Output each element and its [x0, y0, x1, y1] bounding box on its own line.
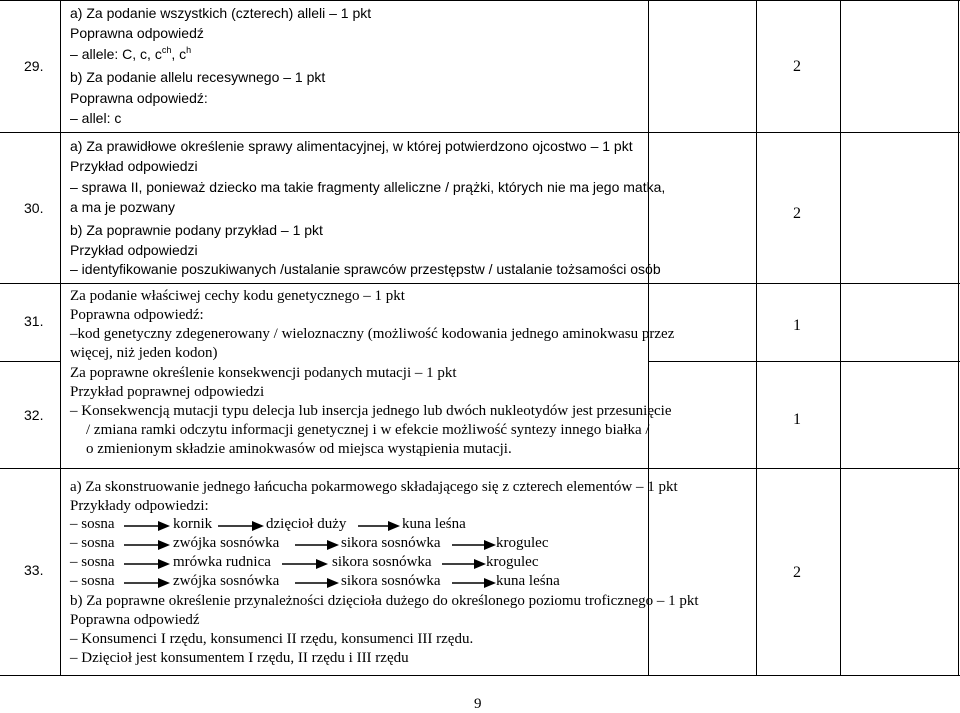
answer-line: Przykład odpowiedzi	[70, 242, 198, 258]
answer-line: Poprawna odpowiedź	[70, 25, 204, 41]
answer-line: Za podanie właściwej cechy kodu genetycznego – 1 pkt	[70, 288, 405, 304]
arrow-right-icon	[282, 559, 328, 569]
arrow-right-icon	[124, 540, 170, 550]
chain-organism: kornik	[173, 516, 213, 532]
column-divider	[756, 0, 757, 676]
table-border-top	[0, 0, 960, 1]
answer-line: Przykład odpowiedzi	[70, 158, 198, 174]
task-number: 30.	[24, 200, 44, 216]
points-value: 2	[793, 58, 801, 75]
points-value: 1	[793, 317, 801, 334]
points-value: 2	[793, 205, 801, 222]
arrow-right-icon	[452, 540, 496, 550]
page-number: 9	[474, 696, 482, 712]
chain-organism: zwójka sosnówka	[173, 573, 280, 589]
chain-organism: krogulec	[486, 554, 539, 570]
chain-organism: mrówka rudnica	[173, 554, 271, 570]
task-number: 33.	[24, 562, 44, 578]
column-divider	[840, 0, 841, 676]
row-divider	[0, 468, 960, 469]
points-value: 1	[793, 411, 801, 428]
arrow-right-icon	[295, 578, 339, 588]
points-divider	[648, 361, 960, 362]
task-number: 32.	[24, 407, 44, 423]
answer-line: – Konsumenci I rzędu, konsumenci II rzędu, konsumenci III rzędu.	[70, 631, 474, 647]
chain-organism: sikora sosnówka	[341, 573, 441, 589]
chain-organism: kuna leśna	[496, 573, 560, 589]
answer-line: więcej, niż jeden kodon)	[70, 345, 218, 361]
food-chain	[70, 516, 630, 535]
arrow-right-icon	[124, 521, 170, 531]
answer-line: Przykład poprawnej odpowiedzi	[70, 384, 265, 400]
answer-line: Poprawna odpowiedź:	[70, 90, 208, 106]
answer-line: a) Za podanie wszystkich (czterech) alleli – 1 pkt	[70, 5, 372, 21]
food-chain	[70, 554, 630, 573]
answer-line: / zmiana ramki odczytu informacji genetycznej i w efekcie możliwość syntezy innego białka /	[86, 422, 650, 438]
arrow-right-icon	[358, 521, 400, 531]
answer-line: b) Za podanie allelu recesywnego – 1 pkt	[70, 69, 326, 85]
chain-organism: – sosna	[70, 516, 115, 532]
answer-line: a ma je pozwany	[70, 199, 176, 215]
row-divider	[0, 283, 960, 284]
chain-organism: zwójka sosnówka	[173, 535, 280, 551]
arrow-right-icon	[452, 578, 496, 588]
task-number-divider	[0, 361, 60, 362]
chain-organism: krogulec	[496, 535, 549, 551]
arrow-right-icon	[124, 559, 170, 569]
arrow-right-icon	[295, 540, 339, 550]
table-border-right	[958, 0, 959, 676]
answer-line: a) Za skonstruowanie jednego łańcucha pokarmowego składającego się z czterech elementów – 1 pkt	[70, 479, 678, 495]
food-chain	[70, 535, 630, 554]
answer-line: – sprawa II, ponieważ dziecko ma takie fragmenty alleliczne / prążki, których nie ma jego matka,	[70, 179, 666, 195]
task-number: 29.	[24, 58, 44, 74]
chain-organism: – sosna	[70, 573, 115, 589]
answer-line: – identyfikowanie poszukiwanych /ustalanie sprawców przestępstw / ustalanie tożsamości osób	[70, 261, 661, 277]
answer-line: Poprawna odpowiedź	[70, 612, 200, 628]
row-divider	[0, 132, 960, 133]
answer-line: o zmienionym składzie aminokwasów od miejsca wystąpienia mutacji.	[86, 441, 512, 457]
answer-line: b) Za poprawnie podany przykład – 1 pkt	[70, 222, 323, 238]
answer-line: – Dzięcioł jest konsumentem I rzędu, II rzędu i III rzędu	[70, 650, 409, 666]
points-value: 2	[793, 564, 801, 581]
chain-organism: sikora sosnówka	[341, 535, 441, 551]
chain-organism: sikora sosnówka	[332, 554, 432, 570]
answer-line: Poprawna odpowiedź:	[70, 307, 204, 323]
arrow-right-icon	[124, 578, 170, 588]
chain-organism: – sosna	[70, 554, 115, 570]
answer-line: b) Za poprawne określenie przynależności dzięcioła dużego do określonego poziomu troficznego – 1 pkt	[70, 593, 699, 609]
task-number: 31.	[24, 313, 44, 329]
answer-line: Przykłady odpowiedzi:	[70, 498, 209, 514]
answer-line: a) Za prawidłowe określenie sprawy alimentacyjnej, w której potwierdzono ojcostwo – 1 pkt	[70, 138, 633, 154]
arrow-right-icon	[442, 559, 486, 569]
chain-organism: dzięcioł duży	[266, 516, 347, 532]
column-divider	[60, 0, 61, 676]
answer-line: – allel: c	[70, 110, 122, 126]
answer-line: Za poprawne określenie konsekwencji podanych mutacji – 1 pkt	[70, 365, 457, 381]
table-border-bottom	[0, 675, 960, 676]
chain-organism: – sosna	[70, 535, 115, 551]
food-chain	[70, 573, 630, 592]
answer-line: – allele: C, c, $c^{ch}$, $c^h$	[70, 45, 192, 62]
arrow-right-icon	[218, 521, 264, 531]
chain-organism: kuna leśna	[402, 516, 466, 532]
answer-line: – Konsekwencją mutacji typu delecja lub insercja jednego lub dwóch nukleotydów jest przesunięcie	[70, 403, 672, 419]
answer-line: –kod genetyczny zdegenerowany / wieloznaczny (możliwość kodowania jednego aminokwasu przez	[70, 326, 675, 342]
